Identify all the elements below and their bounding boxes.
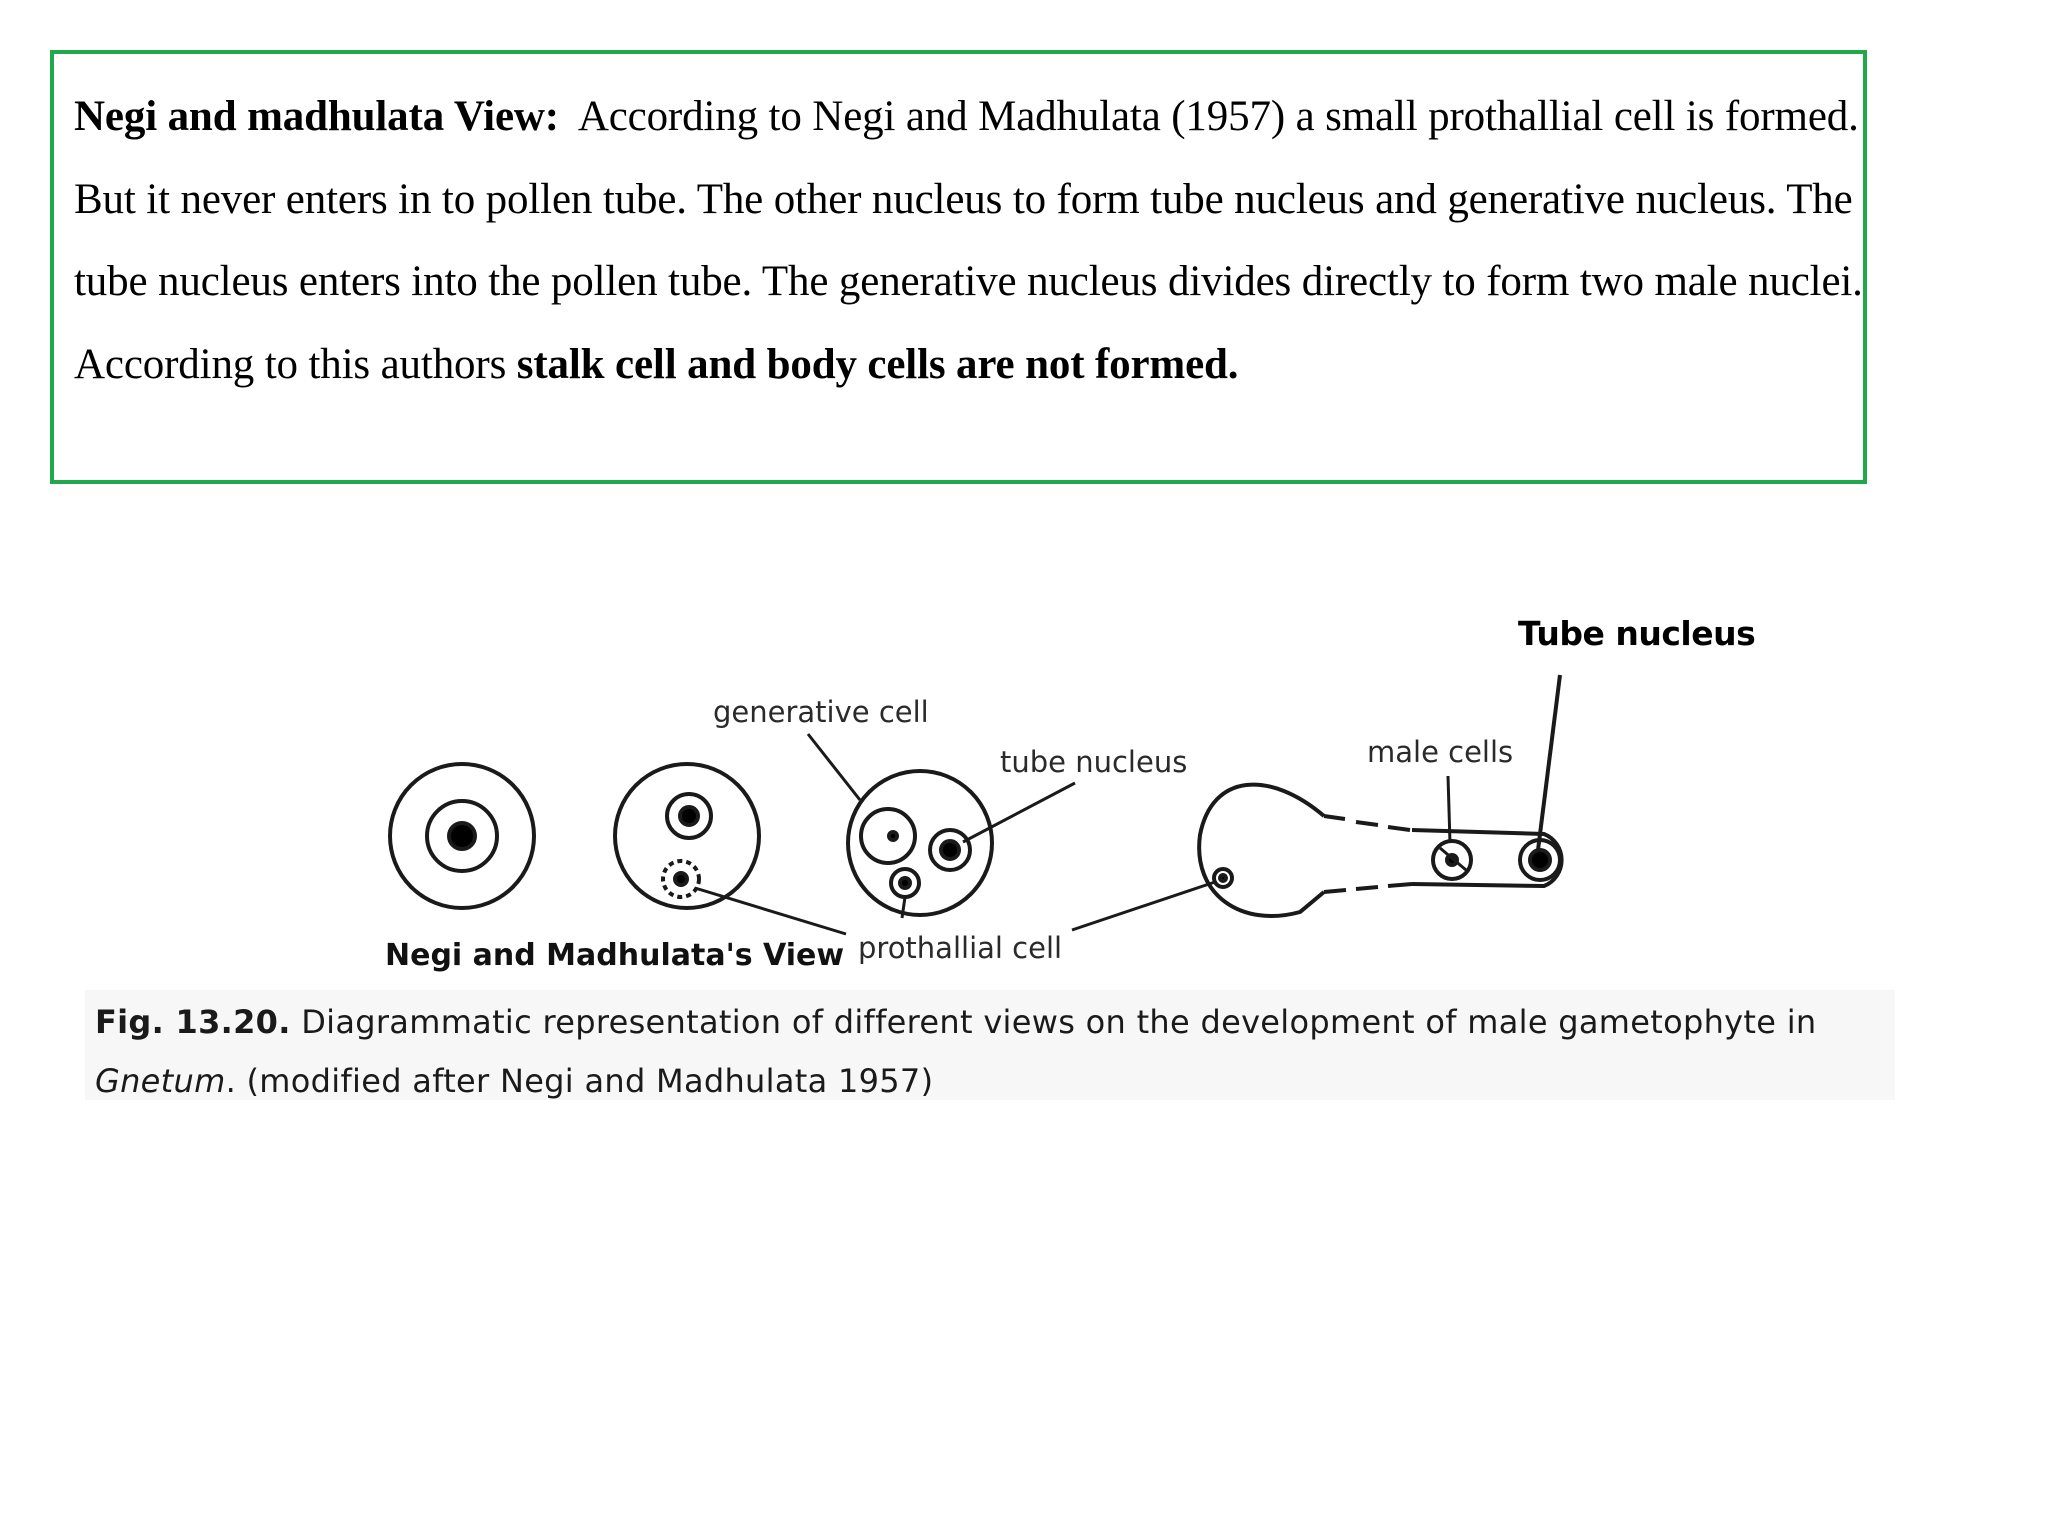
description-emphasis: stalk cell and body cells are not formed. — [516, 340, 1239, 388]
male-cells-label: male cells — [1367, 735, 1514, 769]
caption-suffix: . (modified after Negi and Madhulata 1957) — [225, 1062, 934, 1100]
generative-cell-leader — [808, 734, 860, 800]
stage-4-pollen-tube — [1199, 785, 1561, 916]
tube-nucleus-pointer-line — [1538, 675, 1560, 850]
prothallial-cell-label: prothallial cell — [858, 931, 1063, 965]
description-heading: Negi and madhulata View: — [74, 93, 559, 140]
tube-nucleus-label: tube nucleus — [1000, 745, 1188, 779]
tube-nucleus-leader — [963, 783, 1075, 842]
stage-2-microspore — [615, 764, 759, 908]
prothallial-leader-3 — [1072, 882, 1215, 930]
tube-nucleus-annotation: Tube nucleus — [1518, 614, 1756, 653]
male-cells-leader — [1448, 776, 1450, 843]
caption-text: Diagrammatic representation of different views on the development of male gametophyte in — [301, 1003, 1817, 1041]
caption-genus: Gnetum — [95, 1062, 226, 1100]
stage-3-microspore — [848, 771, 992, 915]
figure-number: Fig. 13.20. — [95, 1003, 291, 1041]
generative-cell-label: generative cell — [713, 695, 929, 729]
view-title: Negi and Madhulata's View — [385, 938, 845, 973]
prothallial-leader-1 — [695, 888, 846, 934]
description-body: According to Negi and Madhulata (1957) a small prothallial cell is formed. But it never enters in to pollen tube. The other nucleus to form tube nucleus and generative nucleus. The tube nucleus enters into the pollen tube. The generative nucleus divides directly to form two male nuclei. According to this authors — [74, 93, 1863, 388]
stage-1-microspore — [390, 764, 534, 908]
figure-caption — [95, 993, 1895, 1111]
